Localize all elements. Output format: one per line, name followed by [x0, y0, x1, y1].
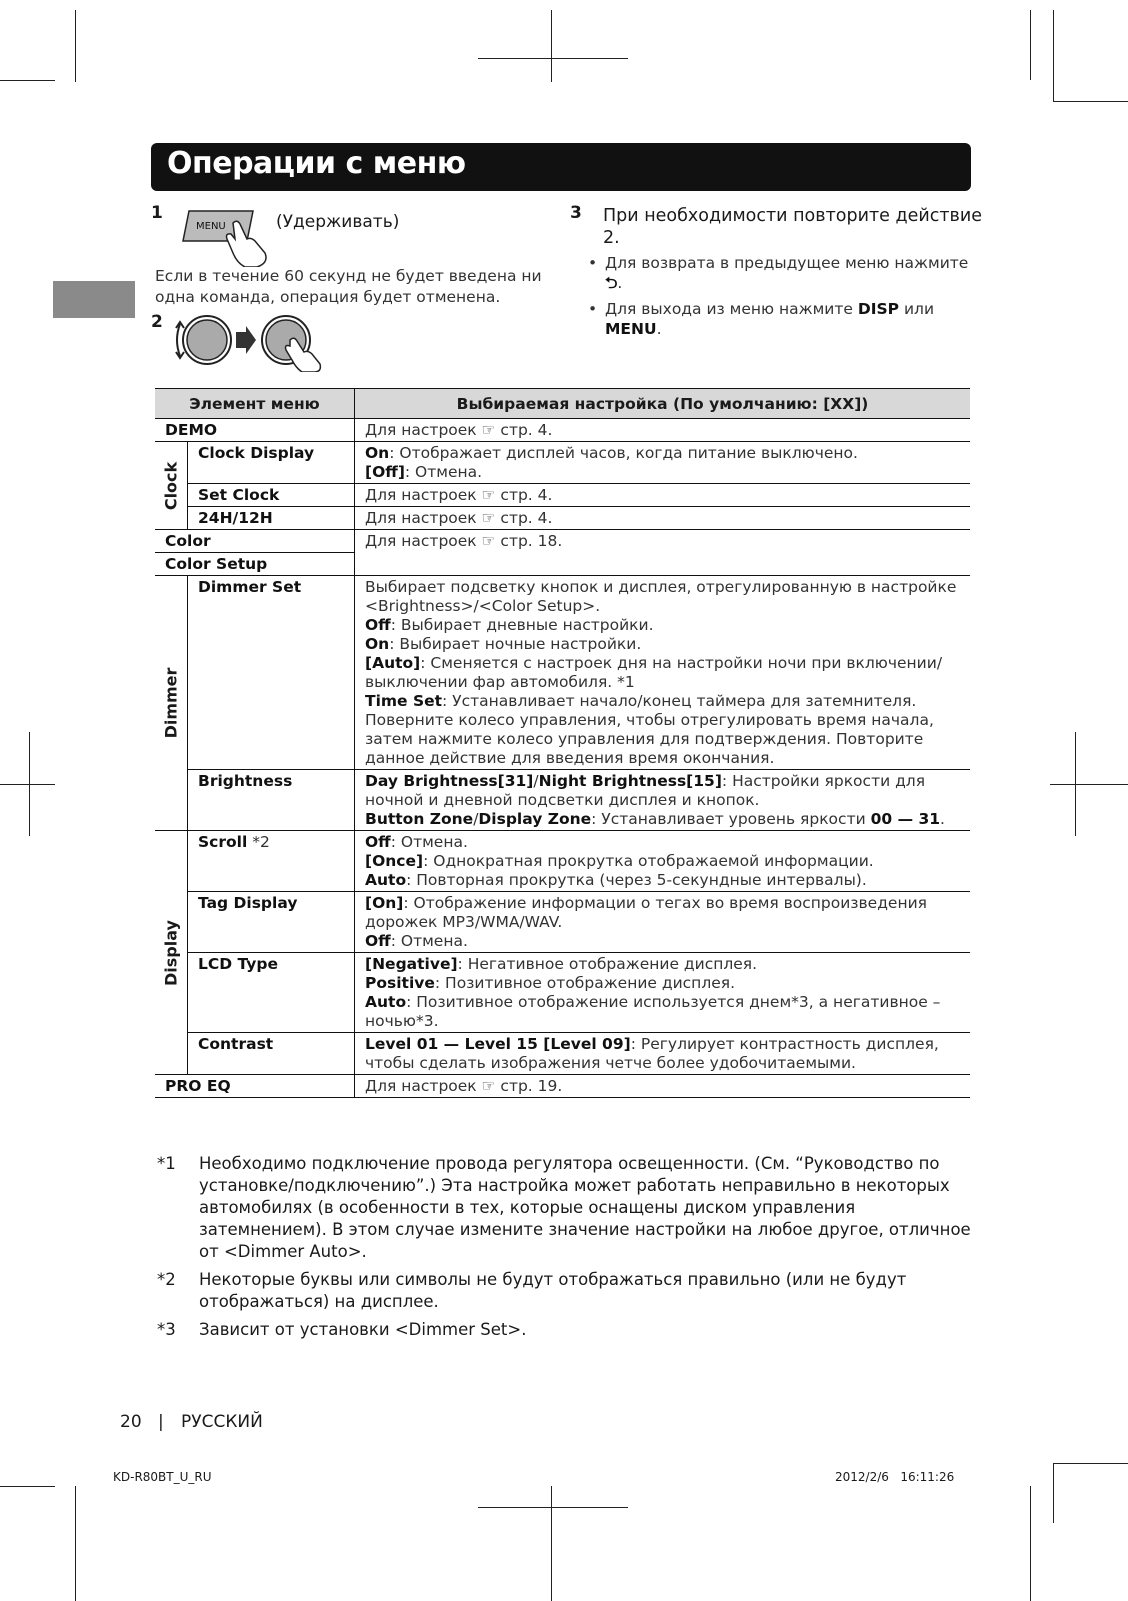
item-scroll: Scroll *2 [188, 831, 355, 892]
item-clock-display: Clock Display [188, 442, 355, 484]
desc-contrast: Level 01 — Level 15 [Level 09]: Регулирует контрастность дисплея, чтобы сделать изображения четче более удобочитаемыми. [355, 1033, 971, 1075]
item-contrast: Contrast [188, 1033, 355, 1075]
table-row [155, 770, 970, 831]
item-24h-12h: 24H/12H [188, 507, 355, 530]
crop-mark [1050, 784, 1128, 785]
item-pro-eq: PRO EQ [155, 1075, 355, 1098]
category-clock [155, 442, 188, 530]
step-3-bullets [585, 253, 980, 345]
desc-dimmer-set: Выбирает подсветку кнопок и дисплея, отрегулированную в настройке <Brightness>/<Color Setup>. Off: Выбирает дневные настройки. On: Выбирает ночные настройки. [Auto]: Сменяется с настроек дня на настройки ночи при включении/выключении фар автомобиля. *1 Time Set: Устанавливает начало/конец таймера для затемнителя. Поверните колесо управления, чтобы отрегулировать время начала, затем нажмите колесо управления для подтверждения. Повторите данное действие для введения время окончания. [355, 576, 971, 770]
crop-mark [0, 80, 55, 81]
table-row [155, 953, 970, 1033]
column-header-item: Элемент меню [155, 389, 355, 419]
table-row [155, 1033, 970, 1075]
list-item [585, 299, 980, 339]
footnote-text: Некоторые буквы или символы не будут отображаться правильно (или не будут отображаться) на дисплее. [199, 1270, 907, 1311]
category-display-label: Display [161, 919, 181, 986]
table-row [155, 442, 970, 484]
desc-clock-display: On: Отображает дисплей часов, когда питание выключено. [Off]: Отмена. [355, 442, 971, 484]
step-3-number: 3 [570, 203, 582, 223]
disp-key-label: DISP [857, 300, 900, 318]
table-row [155, 484, 970, 507]
item-dimmer-set: Dimmer Set [188, 576, 355, 770]
crop-mark [1030, 1486, 1031, 1601]
crop-mark [75, 10, 76, 82]
desc-color: Для настроек ☞ стр. 18. [355, 530, 971, 576]
desc-demo: Для настроек ☞ стр. 4. [355, 419, 971, 442]
crop-mark [0, 1486, 55, 1487]
desc-pro-eq: Для настроек ☞ стр. 19. [355, 1075, 971, 1098]
control-wheel-illustration [170, 310, 340, 372]
column-header-setting: Выбираемая настройка (По умолчанию: [XX]) [355, 389, 971, 419]
exit-instruction: Для выхода из меню нажмите [605, 300, 858, 318]
step-3-text: При необходимости повторите действие 2. [603, 206, 982, 248]
language-label: РУССКИЙ [181, 1412, 263, 1432]
back-instruction: Для возврата в предыдущее меню нажмите [605, 254, 969, 272]
exit-instruction-mid: или [899, 300, 935, 318]
crop-mark [478, 58, 628, 59]
item-color-setup: Color Setup [155, 553, 355, 576]
desc-scroll: Off: Отмена. [Once]: Однократная прокрутка отображаемой информации. Auto: Повторная прокрутка (через 5-секундные интервалы). [355, 831, 971, 892]
item-brightness: Brightness [188, 770, 355, 831]
hold-instruction: (Удерживать) [276, 212, 400, 232]
back-arrow-icon: ⮌ [605, 274, 618, 292]
crop-mark [478, 1507, 628, 1508]
crop-mark [1053, 1463, 1054, 1523]
footnote [157, 1269, 977, 1313]
desc-tag-display: [On]: Отображение информации о тегах во время воспроизведения дорожек MP3/WMA/WAV. Off: Отмена. [355, 892, 971, 953]
item-lcd-type: LCD Type [188, 953, 355, 1033]
crop-mark [1030, 10, 1031, 80]
menu-settings-table [155, 388, 970, 1098]
desc-brightness: Day Brightness[31]/Night Brightness[15]: Настройки яркости для ночной и дневной подсветки дисплея и кнопок. Button Zone/Display Zone: Устанавливает уровень яркости 00 — 31. [355, 770, 971, 831]
page-title: Операции с меню [167, 146, 466, 181]
crop-mark [551, 10, 552, 82]
item-set-clock: Set Clock [188, 484, 355, 507]
item-color: Color [155, 530, 355, 553]
crop-mark [75, 1486, 76, 1601]
footer-timestamp: 2012/2/6 16:11:26 [835, 1470, 955, 1484]
menu-button-label: MENU [196, 221, 226, 232]
category-dimmer [155, 576, 188, 831]
exit-instruction-end: . [656, 320, 662, 338]
item-demo: DEMO [155, 419, 355, 442]
page-number: 20 [120, 1412, 142, 1432]
table-row [155, 507, 970, 530]
table-row [155, 530, 970, 553]
footnote [157, 1319, 977, 1341]
title-bar [151, 143, 971, 191]
crop-mark [0, 784, 55, 785]
table-row [155, 419, 970, 442]
crop-mark [1053, 101, 1128, 102]
item-tag-display: Tag Display [188, 892, 355, 953]
footnote-text: Необходимо подключение провода регулятора освещенности. (См. “Руководство по установке/подключению”.) Эта настройка может работать неправильно в некоторых автомобилях (в особенности в тех, которые оснащены диском управления затемнением). В этом случае измените значение настройки на любое другое, отличное от <Dimmer Auto>. [199, 1154, 971, 1261]
footnote-text: Зависит от установки <Dimmer Set>. [199, 1320, 527, 1339]
category-display [155, 831, 188, 1075]
desc-lcd-type: [Negative]: Негативное отображение дисплея. Positive: Позитивное отображение дисплея. Auto: Позитивное отображение используется днем*3, а негативное – ночью*3. [355, 953, 971, 1033]
menu-key-label: MENU [605, 320, 657, 338]
crop-mark [551, 1486, 552, 1601]
category-clock-label: Clock [161, 461, 181, 510]
crop-mark [1053, 1463, 1128, 1464]
table-row [155, 892, 970, 953]
table-row [155, 576, 970, 770]
table-row [155, 1075, 970, 1098]
menu-button-illustration [177, 207, 261, 243]
timeout-note: Если в течение 60 секунд не будет введена ни одна команда, операция будет отменена. [155, 267, 542, 306]
list-item: • Для возврата в предыдущее меню нажмите ⮌. [585, 253, 980, 293]
footer-file-name: KD-R80BT_U_RU [113, 1470, 212, 1484]
footnote-mark: *3 [157, 1320, 176, 1339]
step-2-number: 2 [151, 312, 163, 332]
footnotes [157, 1153, 977, 1347]
desc-24h-12h: Для настроек ☞ стр. 4. [355, 507, 971, 530]
category-dimmer-label: Dimmer [161, 667, 181, 739]
footnote-mark: *2 [157, 1270, 176, 1289]
step-1-number: 1 [151, 203, 163, 223]
desc-set-clock: Для настроек ☞ стр. 4. [355, 484, 971, 507]
table-row [155, 831, 970, 892]
page-separator: | [158, 1412, 164, 1432]
section-tab [53, 281, 135, 318]
crop-mark [1053, 10, 1054, 102]
footnote [157, 1153, 977, 1263]
footnote-mark: *1 [157, 1154, 176, 1173]
